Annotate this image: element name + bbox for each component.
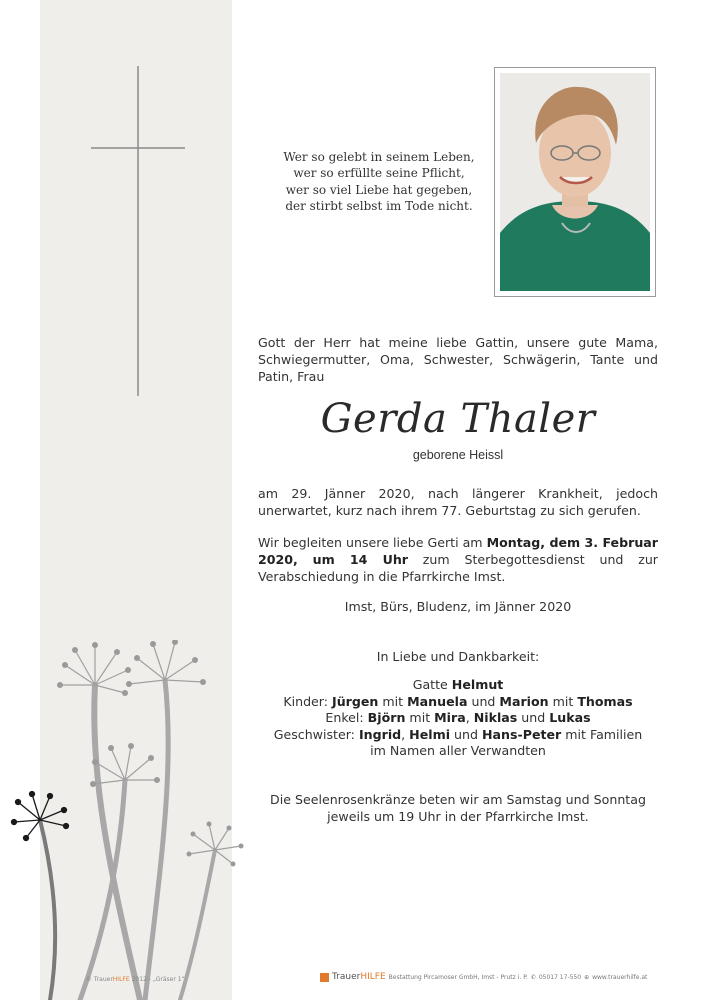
siblings-post: mit Familien: [561, 726, 643, 742]
grandchild-name: Lukas: [549, 710, 591, 725]
copyright-post: 2012 - „Gräser 1“: [129, 976, 185, 983]
husband-label: Gatte: [412, 677, 452, 692]
trauerhilfe-logo-icon: [320, 973, 329, 982]
grandchild-name: Björn: [367, 710, 406, 725]
grandchildren-label: Enkel:: [325, 710, 368, 725]
connector: ,: [465, 710, 474, 725]
partner-name: Thomas: [577, 693, 633, 709]
brand-main: Trauer: [332, 972, 361, 982]
poem-line: wer so viel Liebe hat gegeben,: [285, 182, 473, 197]
poem-line: wer so erfüllte seine Pflicht,: [293, 166, 465, 181]
connector: und: [450, 726, 482, 742]
cross-icon: [88, 66, 188, 396]
company-name: Bestattung Pircamoser GmbH, Imst - Prutz i. P.: [388, 973, 528, 981]
globe-icon: ⊕: [584, 973, 590, 981]
connector: und: [467, 693, 500, 709]
connector: ,: [401, 726, 410, 742]
partner-name: Manuela: [407, 693, 468, 709]
family-grandchildren-line: [258, 710, 658, 727]
poem: [268, 149, 490, 214]
maiden-name: geborene Heissl: [412, 448, 504, 462]
footer-company: [320, 972, 647, 982]
grandchild-name: Mira: [434, 710, 466, 725]
love-line: In Liebe und Dankbarkeit:: [376, 649, 540, 664]
copyright-pre: © Trauer: [86, 976, 113, 983]
funeral-date: Montag, dem 3. Februar 2020,: [258, 535, 658, 567]
company-website[interactable]: www.trauerhilfe.at: [592, 973, 648, 981]
family-husband-line: [258, 677, 658, 694]
children-label: Kinder:: [283, 693, 333, 709]
connector: und: [517, 710, 550, 725]
place-date: Imst, Bürs, Bludenz, im Jänner 2020: [344, 599, 572, 614]
deceased-name: Gerda Thaler: [320, 396, 596, 442]
dandelion-illustration: [0, 640, 260, 1000]
connector: mit: [548, 693, 578, 709]
portrait-photo: [500, 73, 650, 291]
intro-text: Gott der Herr hat meine liebe Gattin, unsere gute Mama, Schwiegermutter, Oma, Schwester, Schwägerin, Tante und Patin, Frau: [258, 335, 658, 384]
sibling-name: Helmi: [409, 726, 451, 742]
sibling-name: Ingrid: [358, 726, 402, 742]
funeral-pre: Wir begleiten unsere liebe Gerti am: [258, 535, 487, 550]
portrait-photo-frame: [494, 67, 656, 297]
family-children-line: [258, 694, 658, 711]
rosary-text: Die Seelenrosenkränze beten wir am Samstag und Sonntag jeweils um 19 Uhr in der Pfarrkirche Imst.: [270, 792, 646, 824]
connector: mit: [378, 693, 408, 709]
family-list: [258, 677, 658, 760]
poem-line: Wer so gelebt in seinem Leben,: [283, 150, 475, 164]
copyright-highlight: HILFE: [112, 976, 130, 983]
brand-highlight: HILFE: [360, 972, 386, 982]
family-relatives-line: im Namen aller Verwandten: [370, 743, 546, 758]
husband-name: Helmut: [451, 677, 504, 692]
family-siblings-line: [258, 727, 658, 744]
funeral-time: um 14 Uhr: [312, 552, 409, 567]
grandchild-name: Niklas: [473, 710, 518, 725]
company-phone: 05017 17-550: [538, 973, 582, 981]
death-text: am 29. Jänner 2020, nach längerer Krankheit, jedoch unerwartet, kurz nach ihrem 77. Geburtstag zu sich gerufen.: [258, 486, 658, 518]
poem-line: der stirbt selbst im Tode nicht.: [285, 198, 473, 213]
child-name: Jürgen: [332, 693, 379, 709]
sibling-name: Hans-Peter: [481, 726, 562, 742]
footer-copyright: [86, 976, 185, 983]
funeral-text: [258, 534, 658, 585]
funeral-post: zum Sterbegottesdienst und zur Verabschiedung in die Pfarrkirche Imst.: [258, 552, 658, 584]
brand-name: [332, 972, 386, 982]
child-name: Marion: [499, 693, 549, 709]
siblings-label: Geschwister:: [273, 726, 359, 742]
connector: mit: [405, 710, 435, 725]
phone-icon: ✆: [530, 973, 536, 981]
